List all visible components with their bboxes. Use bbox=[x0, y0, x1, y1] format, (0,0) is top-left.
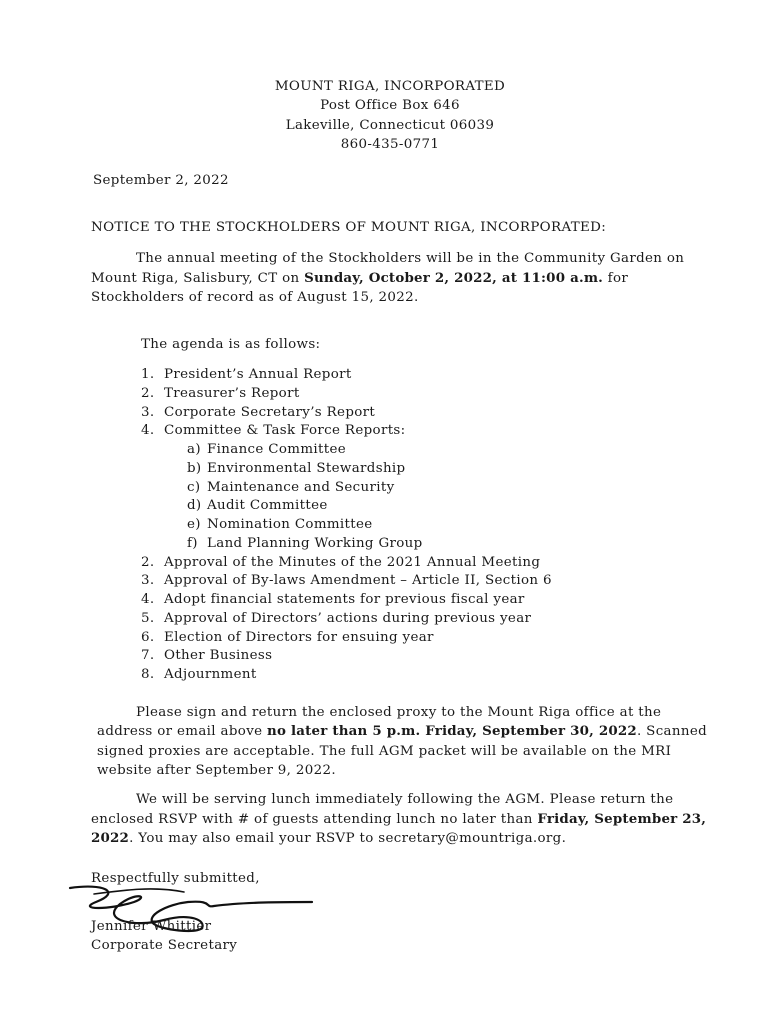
item-number: 1. bbox=[141, 367, 155, 382]
item-number: 2. bbox=[141, 385, 155, 401]
item-text: Land Planning Working Group bbox=[207, 535, 423, 551]
signer-title: Corporate Secretary bbox=[91, 938, 238, 953]
lunch-line-3 bbox=[91, 829, 706, 849]
item-text: Nomination Committee bbox=[207, 517, 373, 532]
item-text: Adopt financial statements for previous fiscal year bbox=[164, 592, 525, 607]
proxy-line-2 bbox=[97, 722, 707, 741]
item-letter: e) bbox=[187, 517, 201, 532]
item-text: Treasurer’s Report bbox=[164, 385, 300, 401]
city-line: Lakeville, Connecticut 06039 bbox=[285, 117, 495, 133]
meeting-location: Mount Riga, Salisbury, CT on bbox=[91, 270, 305, 286]
po-box: Post Office Box 646 bbox=[320, 98, 460, 114]
meeting-line-3: Stockholders of record as of August 15, 2022. bbox=[91, 290, 419, 305]
org-name: MOUNT RIGA, INCORPORATED bbox=[274, 79, 506, 94]
item-text: Audit Committee bbox=[207, 498, 328, 514]
meeting-paragraph bbox=[91, 249, 684, 308]
item-number: 2. bbox=[141, 554, 155, 570]
letter-date: September 2, 2022 bbox=[93, 173, 229, 188]
meeting-line-1: The annual meeting of the Stockholders will be in the Community Garden on bbox=[136, 251, 685, 266]
item-letter: a) bbox=[187, 442, 201, 457]
item-text: Maintenance and Security bbox=[207, 479, 395, 495]
item-number: 8. bbox=[141, 667, 155, 682]
phone-number: 860-435-0771 bbox=[340, 136, 440, 152]
notice-heading: NOTICE TO THE STOCKHOLDERS OF MOUNT RIGA, INCORPORATED: bbox=[91, 220, 607, 235]
proxy-line-2-start: address or email above bbox=[97, 724, 268, 740]
item-text: Approval of By-laws Amendment – Article II, Section 6 bbox=[164, 573, 552, 589]
item-number: 3. bbox=[141, 573, 155, 589]
meeting-datetime: Sunday, October 2, 2022, at 11:00 a.m. bbox=[304, 269, 604, 286]
item-text: Environmental Stewardship bbox=[207, 460, 406, 476]
proxy-line-1: Please sign and return the enclosed proxy to the Mount Riga office at the bbox=[136, 705, 662, 720]
signer-name: Jennifer Whittier bbox=[91, 919, 212, 934]
item-text: Approval of Directors’ actions during previous year bbox=[164, 610, 532, 626]
item-text: Adjournment bbox=[164, 667, 257, 682]
proxy-paragraph bbox=[97, 703, 707, 780]
item-number: 7. bbox=[141, 648, 155, 664]
item-number: 3. bbox=[141, 404, 155, 420]
item-text: Committee & Task Force Reports: bbox=[164, 423, 406, 439]
item-number: 6. bbox=[141, 629, 155, 645]
item-text: Finance Committee bbox=[207, 442, 347, 457]
lunch-line-1: We will be serving lunch immediately following the AGM. Please return the bbox=[136, 792, 674, 807]
lunch-paragraph bbox=[91, 790, 706, 849]
item-text: President’s Annual Report bbox=[164, 367, 352, 382]
lunch-line-2-start: enclosed RSVP with # of guests attending lunch no later than bbox=[91, 811, 538, 827]
rsvp-deadline: Friday, September 23, bbox=[537, 810, 707, 827]
item-text: Approval of the Minutes of the 2021 Annual Meeting bbox=[164, 554, 541, 570]
rsvp-deadline-year: 2022 bbox=[91, 830, 130, 846]
item-letter: c) bbox=[187, 479, 201, 495]
rsvp-email-line: . You may also email your RSVP to secretary@mountriga.org. bbox=[129, 831, 567, 846]
item-number: 4. bbox=[141, 592, 155, 607]
item-number: 4. bbox=[141, 423, 155, 439]
meeting-line-2 bbox=[91, 269, 684, 289]
item-letter: f) bbox=[187, 535, 198, 551]
closing: Respectfully submitted, bbox=[91, 871, 260, 886]
item-number: 5. bbox=[141, 610, 155, 626]
item-text: Corporate Secretary’s Report bbox=[164, 404, 376, 420]
item-text: Other Business bbox=[164, 648, 273, 664]
agenda-intro: The agenda is as follows: bbox=[141, 337, 321, 352]
item-letter: b) bbox=[187, 460, 202, 476]
proxy-line-4: website after September 9, 2022. bbox=[97, 762, 336, 778]
letterhead bbox=[0, 77, 770, 154]
proxy-line-2-end: . Scanned bbox=[636, 724, 708, 740]
meeting-line-2-end: for bbox=[603, 270, 629, 286]
proxy-deadline: no later than 5 p.m. Friday, September 30, 2022 bbox=[267, 723, 637, 740]
lunch-line-2 bbox=[91, 810, 706, 830]
item-text: Election of Directors for ensuing year bbox=[164, 629, 434, 645]
item-letter: d) bbox=[187, 498, 202, 514]
proxy-line-3: signed proxies are acceptable. The full AGM packet will be available on the MRI bbox=[97, 743, 672, 759]
